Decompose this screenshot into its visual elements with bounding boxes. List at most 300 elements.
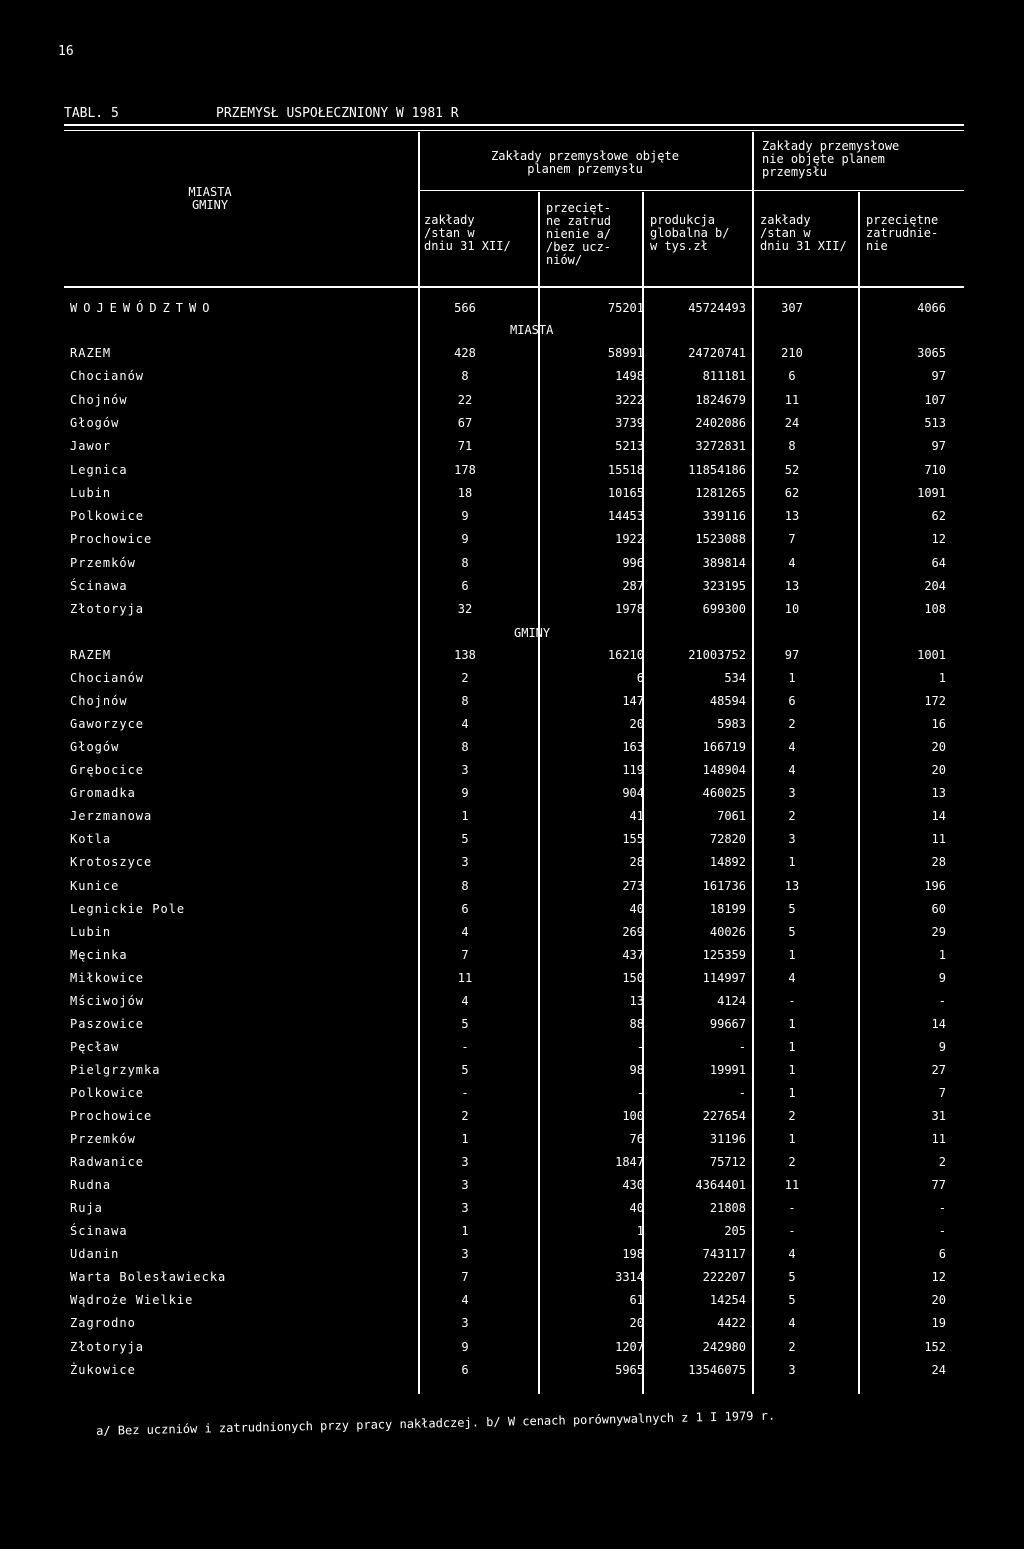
row-name: Jerzmanowa [70,809,153,824]
table-cell: 1 [788,1039,796,1054]
header-bottom-rule [64,286,964,288]
table-cell: 60 [931,901,946,916]
table-cell: 6 [636,671,644,686]
table-cell: - [738,1085,746,1100]
header-group-planned: Zakłady przemysłowe objęte planem przemysłu [491,149,679,176]
table-cell: 67 [457,415,473,430]
table-cell: 61 [629,1293,644,1308]
table-cell: 205 [724,1224,746,1239]
table-cell: 1001 [917,648,946,662]
table-cell: 8 [461,555,469,570]
table-cell: 4 [788,1247,796,1262]
table-cell: 3 [461,763,469,778]
table-cell: 2 [788,1109,796,1123]
table-cell: 155 [622,832,644,847]
table-cell: 19 [931,1316,946,1331]
table-cell: 1 [788,1085,796,1100]
table-cell: 1 [788,671,796,686]
table-cell: 8 [461,369,469,384]
table-cell: 108 [924,602,946,617]
table-cell: 4066 [917,301,946,315]
table-cell: 5 [788,1270,796,1285]
table-cell: 1207 [615,1339,644,1354]
table-cell: 138 [454,648,476,662]
table-cell: 1 [938,947,946,962]
table-cell: 6 [461,1362,469,1377]
table-cell: 4124 [717,993,746,1008]
table-row [0,416,1024,439]
table-cell: 4 [461,717,469,732]
row-name: Legnica [70,462,128,477]
table-cell: 1 [938,671,946,686]
table-cell: 97 [931,439,946,454]
table-cell: 12 [931,532,946,547]
row-name: Chocianów [70,671,145,686]
table-cell: 1824679 [695,392,746,407]
table-cell: 75712 [709,1155,746,1170]
table-cell: 161736 [702,878,746,893]
table-cell: 3 [461,1178,469,1193]
table-cell: 3272831 [695,439,746,454]
table-cell: 5 [788,901,796,916]
table-cell: 21808 [709,1201,746,1216]
table-cell: 163 [622,740,644,755]
table-cell: 3 [461,1316,469,1331]
header-group-rule [420,190,964,191]
table-cell: 3739 [615,415,644,430]
table-cell: 88 [629,1016,644,1031]
table-row [0,740,1024,763]
table-cell: 28 [931,855,946,870]
table-cell: 62 [784,485,800,500]
row-name: Złotoryja [70,602,145,617]
table-row [0,1178,1024,1201]
table-cell: 1847 [615,1155,644,1170]
table-row [0,786,1024,809]
table-cell: 58991 [607,346,644,360]
row-name: Kotla [70,832,112,847]
table-cell: 9 [461,532,469,547]
table-cell: 20 [931,1293,946,1308]
table-cell: 19991 [709,1062,746,1077]
table-cell: 152 [924,1339,946,1354]
row-name: Męcinka [70,947,128,962]
table-cell: 204 [924,579,946,593]
table-cell: 14254 [709,1293,746,1308]
table-cell: 1 [636,1224,644,1239]
table-cell: 21003752 [688,648,746,662]
table-cell: 1 [788,947,796,962]
table-cell: 97 [931,369,946,384]
table-cell: 5983 [717,717,746,732]
table-cell: 5 [461,1016,469,1031]
header-col-plants-unplanned: zakłady /stan w dniu 31 XII/ [760,213,847,253]
table-row [0,369,1024,392]
row-name: Prochowice [70,532,153,547]
table-cell: 52 [784,462,800,477]
section-label: GMINY [514,626,551,640]
table-row [0,671,1024,694]
table-cell: 5 [461,832,469,847]
row-name: Lubin [70,924,112,939]
row-name: Chojnów [70,392,128,407]
table-cell: 125359 [702,947,746,962]
table-cell: 9 [461,1339,469,1354]
table-cell: 13 [629,993,644,1008]
table-cell: 1498 [615,369,644,384]
row-name: Głogów [70,740,120,755]
table-cell: 64 [931,555,946,570]
table-row [0,1363,1024,1386]
table-cell: 3 [461,1247,469,1262]
table-cell: 699300 [702,602,746,617]
header-col-plants: zakłady /stan w dniu 31 XII/ [424,213,511,253]
table-cell: 31 [931,1109,946,1123]
table-cell: 119 [622,763,644,778]
table-cell: 460025 [702,786,746,801]
table-row [0,1316,1024,1339]
table-cell: 307 [781,301,803,315]
table-cell: 20 [629,717,644,732]
table-cell: 9 [461,786,469,801]
table-cell: 41 [629,809,644,824]
table-row [0,763,1024,786]
table-cell: 1 [461,1132,469,1147]
table-cell: 996 [622,555,644,570]
voivodeship-total-row [0,301,1024,324]
table-cell: 100 [622,1109,644,1123]
table-cell: - [938,993,946,1008]
row-name: Przemków [70,1132,136,1147]
table-cell: 97 [784,648,800,662]
page-number: 16 [58,44,74,59]
row-name: Ścinawa [70,579,128,593]
table-cell: 4 [461,993,469,1008]
table-cell: 166719 [702,740,746,755]
table-cell: 13 [784,878,800,893]
header-col-employment: przecięt- ne zatrud nienie a/ /bez ucz- niów/ [546,201,612,267]
row-name: Przemków [70,555,136,570]
table-cell: 904 [622,786,644,801]
table-cell: 13 [784,509,800,524]
row-name: Gromadka [70,786,136,801]
row-name: Lubin [70,485,112,500]
table-cell: 32 [457,602,473,617]
table-row [0,717,1024,740]
table-cell: 428 [454,346,476,360]
table-cell: - [938,1224,946,1239]
table-row [0,1270,1024,1293]
table-cell: 29 [931,924,946,939]
table-cell: 710 [924,462,946,477]
table-cell: 743117 [702,1247,746,1262]
table-row [0,509,1024,532]
table-cell: 150 [622,970,644,985]
table-cell: 1281265 [695,485,746,500]
table-cell: 20 [931,763,946,778]
row-name: Miłkowice [70,970,145,985]
table-cell: 14892 [709,855,746,870]
header-row-label: MIASTA GMINY [188,185,232,212]
top-rule [64,124,964,126]
table-cell: 3222 [615,392,644,407]
table-cell: - [938,1201,946,1216]
table-cell: 273 [622,878,644,893]
table-row [0,1224,1024,1247]
row-name: Chojnów [70,694,128,709]
table-cell: 13 [931,786,946,801]
table-cell: 1 [461,809,469,824]
table-cell: 148904 [702,763,746,778]
table-cell: 178 [454,462,476,477]
table-row [0,925,1024,948]
row-name: Ruja [70,1201,103,1216]
table-row [0,393,1024,416]
table-cell: 77 [931,1178,946,1193]
table-cell: 15518 [607,462,644,477]
table-cell: 1978 [615,602,644,617]
row-name: Polkowice [70,1085,145,1100]
table-row [0,694,1024,717]
table-row [0,879,1024,902]
row-name: WOJEWÓDZTWO [70,301,216,315]
table-row [0,346,1024,369]
row-name: Ścinawa [70,1224,128,1239]
table-cell: 24 [784,415,800,430]
row-name: RAZEM [70,648,112,662]
table-cell: 20 [931,740,946,755]
row-name: Wądroże Wielkie [70,1293,194,1308]
row-name: Żukowice [70,1362,136,1377]
table-cell: 3 [461,855,469,870]
row-name: Legnickie Pole [70,901,186,916]
table-row [0,948,1024,971]
table-cell: 2 [461,1109,469,1123]
table-cell: 40 [629,1201,644,1216]
table-cell: 114997 [702,970,746,985]
table-row [0,579,1024,602]
table-cell: 3 [461,1155,469,1170]
table-cell: 98 [629,1062,644,1077]
table-cell: 13 [784,579,800,593]
top-rule-thin [64,130,964,131]
table-cell: 72820 [709,832,746,847]
table-cell: 16210 [607,648,644,662]
table-row [0,439,1024,462]
table-cell: 6 [788,369,796,384]
table-cell: 1 [788,1062,796,1077]
table-cell: 5 [788,924,796,939]
table-row [0,855,1024,878]
table-cell: 1 [788,1132,796,1147]
header-group-unplanned: Zakłady przemysłowe nie objęte planem przemysłu [762,139,900,179]
table-cell: 107 [924,392,946,407]
table-cell: 227654 [702,1109,746,1123]
table-cell: 40026 [709,924,746,939]
table-cell: 9 [938,970,946,985]
table-cell: 172 [924,694,946,709]
table-cell: - [636,1085,644,1100]
table-row [0,602,1024,625]
table-cell: 4 [788,555,796,570]
table-cell: - [461,1039,469,1054]
table-row [0,994,1024,1017]
table-cell: 8 [461,694,469,709]
table-cell: 7 [461,947,469,962]
table-title: PRZEMYSŁ USPOŁECZNIONY W 1981 R [216,106,459,121]
table-row [0,1017,1024,1040]
table-cell: 11 [784,1178,800,1193]
table-cell: 2 [788,809,796,824]
table-cell: 14 [931,809,946,824]
table-cell: 99667 [709,1016,746,1031]
header-col-employment-unplanned: przeciętne zatrudnie- nie [866,213,939,253]
table-cell: 6 [461,901,469,916]
table-cell: 7061 [717,809,746,824]
table-cell: 2 [788,1155,796,1170]
table-cell: - [788,1224,796,1239]
table-cell: 7 [938,1085,946,1100]
table-row [0,532,1024,555]
table-cell: 1 [788,1016,796,1031]
row-name: Kunice [70,878,120,893]
table-cell: 2 [938,1155,946,1170]
table-cell: 71 [457,439,473,454]
table-cell: 2 [788,1339,796,1354]
table-cell: 18199 [709,901,746,916]
row-name: Polkowice [70,509,145,524]
table-cell: 2 [788,717,796,732]
table-cell: 10165 [607,485,644,500]
table-cell: 4 [788,763,796,778]
row-name: Rudna [70,1178,112,1193]
row-name: Mściwojów [70,993,145,1008]
table-cell: 811181 [702,369,746,384]
table-cell: 4 [788,970,796,985]
header-col-production: produkcja globalna b/ w tys.zł [650,213,730,253]
table-cell: 5213 [615,439,644,454]
table-row [0,556,1024,579]
table-cell: 1922 [615,532,644,547]
row-name: Prochowice [70,1109,153,1123]
table-cell: 534 [724,671,746,686]
table-cell: 4 [788,1316,796,1331]
table-cell: 28 [629,855,644,870]
table-cell: 6 [461,579,469,593]
table-cell: 24720741 [688,346,746,360]
table-cell: 76 [629,1132,644,1147]
table-cell: 4 [788,740,796,755]
table-cell: 339116 [702,509,746,524]
table-cell: 7 [788,532,796,547]
row-name: Grębocice [70,763,145,778]
table-cell: 10 [784,602,800,617]
table-cell: - [738,1039,746,1054]
table-row [0,1247,1024,1270]
table-cell: 6 [938,1247,946,1262]
table-cell: 14453 [607,509,644,524]
table-cell: - [461,1085,469,1100]
table-cell: 12 [931,1270,946,1285]
table-row [0,1063,1024,1086]
table-cell: 1 [461,1224,469,1239]
table-cell: 3 [788,786,796,801]
row-name: Złotoryja [70,1339,145,1354]
footnote: a/ Bez uczniów i zatrudnionych przy pracy nakładczej. b/ W cenach porównywalnych z 1 I 1979 r. [96,1408,776,1438]
table-cell: 287 [622,579,644,593]
table-cell: 3314 [615,1270,644,1285]
table-cell: 2402086 [695,415,746,430]
row-name: Zagrodno [70,1316,136,1331]
row-name: Pęcław [70,1039,120,1054]
table-cell: - [788,1201,796,1216]
table-row [0,648,1024,671]
table-cell: 2 [461,671,469,686]
table-cell: 269 [622,924,644,939]
table-cell: 62 [931,509,946,524]
table-cell: 3 [788,832,796,847]
table-row [0,463,1024,486]
table-label: TABL. 5 [64,106,119,121]
row-name: Warta Bolesławiecka [70,1270,227,1285]
table-row [0,902,1024,925]
table-cell: 5 [461,1062,469,1077]
table-cell: 389814 [702,555,746,570]
table-cell: 198 [622,1247,644,1262]
table-cell: 1091 [917,485,946,500]
table-cell: 20 [629,1316,644,1331]
table-cell: 513 [924,415,946,430]
table-cell: - [636,1039,644,1054]
table-cell: 437 [622,947,644,962]
table-cell: 11854186 [688,462,746,477]
table-cell: 5965 [615,1362,644,1377]
table-cell: 4422 [717,1316,746,1331]
table-cell: 7 [461,1270,469,1285]
table-cell: 24 [931,1362,946,1377]
table-cell: 566 [454,301,476,315]
table-cell: 31196 [709,1132,746,1147]
table-cell: 8 [461,740,469,755]
table-cell: 8 [461,878,469,893]
row-name: RAZEM [70,346,112,360]
table-cell: 1 [788,855,796,870]
table-cell: 75201 [607,301,644,315]
table-row [0,809,1024,832]
row-name: Chocianów [70,369,145,384]
table-cell: 18 [457,485,473,500]
row-name: Radwanice [70,1155,145,1170]
table-cell: 430 [622,1178,644,1193]
row-name: Krotoszyce [70,855,153,870]
table-row [0,1155,1024,1178]
table-row [0,1201,1024,1224]
table-row [0,1086,1024,1109]
table-cell: 9 [938,1039,946,1054]
table-cell: 11 [457,970,473,985]
table-cell: 323195 [702,579,746,593]
table-row [0,971,1024,994]
table-cell: 16 [931,717,946,732]
table-cell: 147 [622,694,644,709]
table-cell: 4 [461,1293,469,1308]
row-name: Gaworzyce [70,717,145,732]
table-cell: 40 [629,901,644,916]
row-name: Głogów [70,415,120,430]
table-cell: 222207 [702,1270,746,1285]
table-cell: 45724493 [688,301,746,315]
table-cell: - [788,993,796,1008]
